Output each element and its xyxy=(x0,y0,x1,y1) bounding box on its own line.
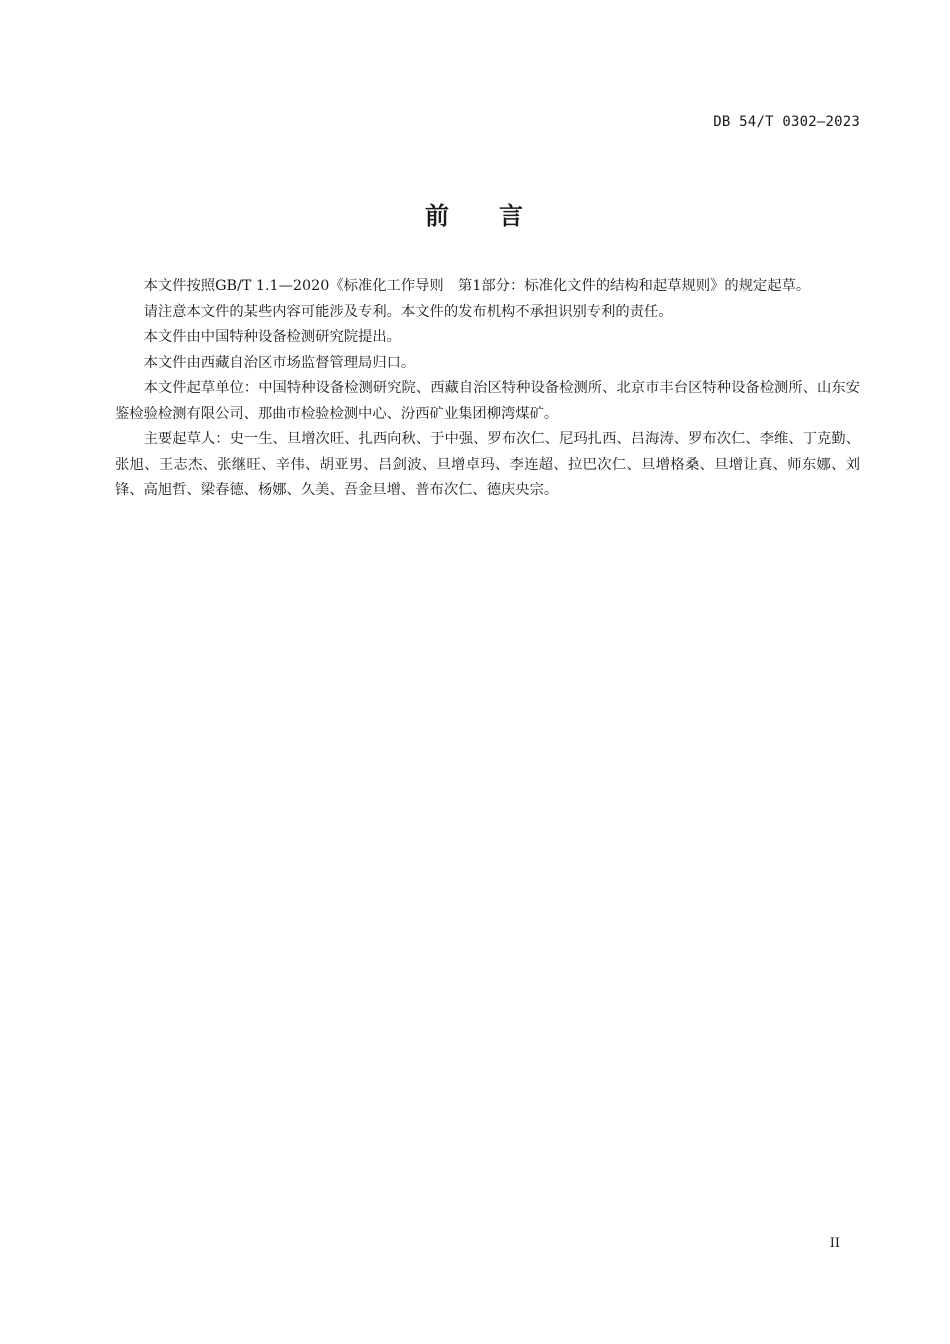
paragraph-main-drafters: 主要起草人：史一生、旦增次旺、扎西向秋、于中强、罗布次仁、尼玛扎西、吕海涛、罗布次仁、李维、丁克勤、张旭、王志杰、张继旺、辛伟、胡亚男、吕剑波、旦增卓玛、李连超、拉巴次仁、旦增格桑、旦增让真、师东娜、刘锋、高旭哲、梁春德、杨娜、久美、吾金旦增、普布次仁、德庆央宗。 xyxy=(115,431,860,498)
page-number: II xyxy=(829,1236,840,1251)
paragraph-proposer: 本文件由中国特种设备检测研究院提出。 xyxy=(143,329,401,345)
paragraph-drafting-rules: 本文件按照GB/T 1.1—2020《标准化工作导则 第1部分：标准化文件的结构和起草规则》的规定起草。 xyxy=(143,278,811,294)
title-char-2: 言 xyxy=(499,202,525,230)
document-code: DB 54/T 0302—2023 xyxy=(713,114,860,130)
paragraph-drafting-units: 本文件起草单位：中国特种设备检测研究院、西藏自治区特种设备检测所、北京市丰台区特种设备检测所、山东安鉴检验检测有限公司、那曲市检验检测中心、汾西矿业集团柳湾煤矿。 xyxy=(115,380,860,422)
foreword-body xyxy=(115,274,860,504)
title-char-1: 前 xyxy=(425,202,451,230)
paragraph-patent-notice: 请注意本文件的某些内容可能涉及专利。本文件的发布机构不承担识别专利的责任。 xyxy=(143,303,673,320)
page-title xyxy=(0,196,950,231)
paragraph-administrator: 本文件由西藏自治区市场监督管理局归口。 xyxy=(143,354,416,371)
